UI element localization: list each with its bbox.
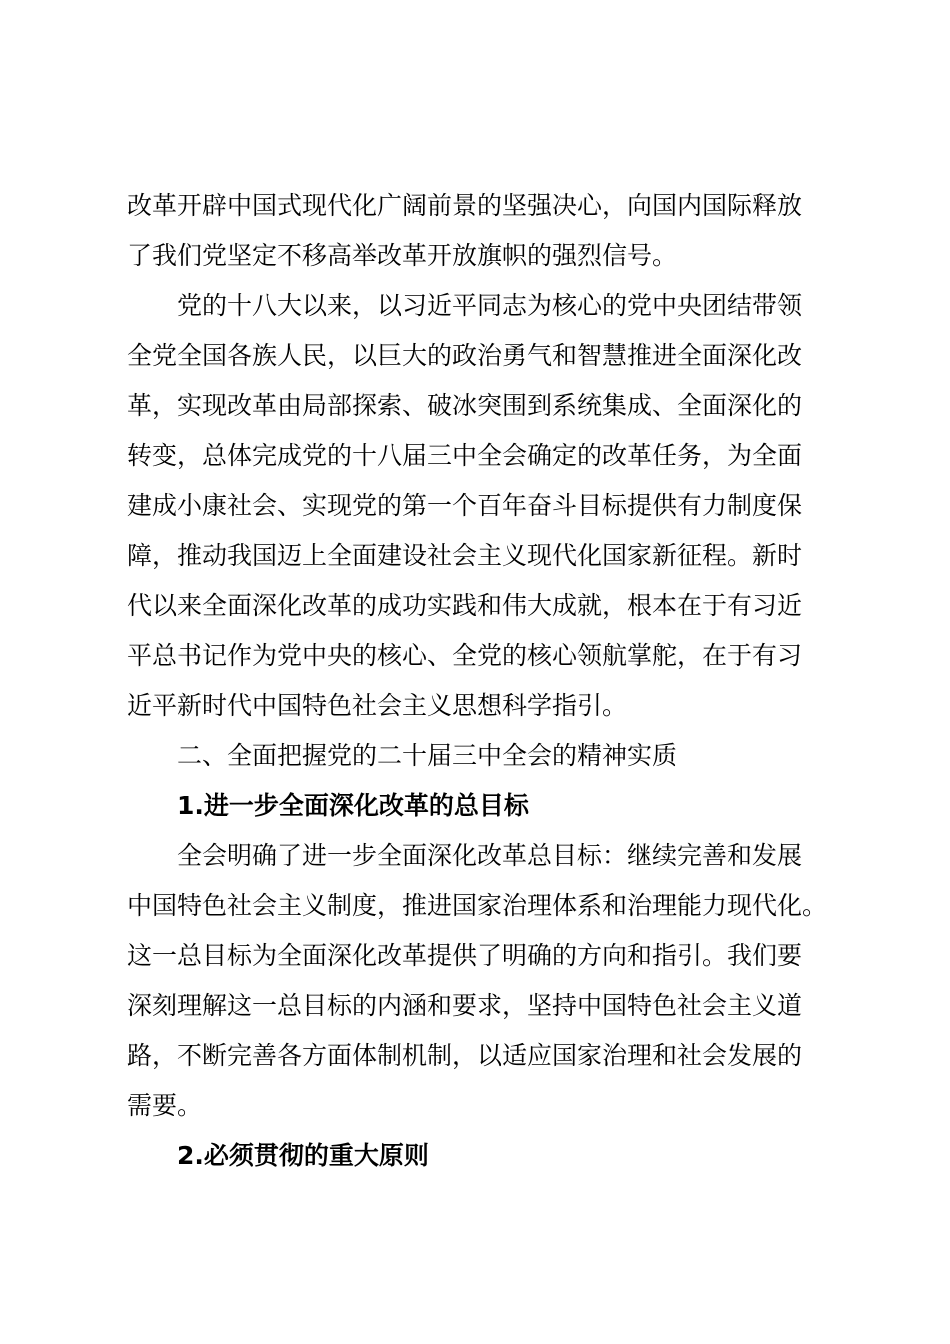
paragraph-line: 全会明确了进一步全面深化改革总目标：继续完善和发展: [177, 841, 803, 870]
paragraph-line: 路，不断完善各方面体制机制，以适应国家治理和社会发展的: [127, 1041, 803, 1070]
subsection-heading: 2.必须贯彻的重大原则: [177, 1141, 429, 1170]
paragraph-line: 需要。: [127, 1091, 203, 1120]
paragraph-line: 全党全国各族人民，以巨大的政治勇气和智慧推进全面深化改: [127, 341, 803, 370]
paragraph-line: 中国特色社会主义制度，推进国家治理体系和治理能力现代化。: [127, 891, 828, 920]
subsection-heading: 1.进一步全面深化改革的总目标: [177, 791, 529, 820]
paragraph-line: 改革开辟中国式现代化广阔前景的坚强决心，向国内国际释放: [127, 191, 803, 220]
paragraph-line: 深刻理解这一总目标的内涵和要求，坚持中国特色社会主义道: [127, 991, 803, 1020]
paragraph-line: 建成小康社会、实现党的第一个百年奋斗目标提供有力制度保: [127, 491, 803, 520]
paragraph-line: 平总书记作为党中央的核心、全党的核心领航掌舵，在于有习: [127, 641, 803, 670]
paragraph-line: 障，推动我国迈上全面建设社会主义现代化国家新征程。新时: [127, 541, 803, 570]
paragraph-line: 代以来全面深化改革的成功实践和伟大成就，根本在于有习近: [127, 591, 803, 620]
section-heading: 二、全面把握党的二十届三中全会的精神实质: [177, 741, 678, 770]
paragraph-line: 党的十八大以来，以习近平同志为核心的党中央团结带领: [177, 291, 803, 320]
paragraph-line: 转变，总体完成党的十八届三中全会确定的改革任务，为全面: [127, 441, 803, 470]
paragraph-line: 近平新时代中国特色社会主义思想科学指引。: [127, 691, 628, 720]
paragraph-line: 这一总目标为全面深化改革提供了明确的方向和指引。我们要: [127, 941, 803, 970]
paragraph-line: 了我们党坚定不移高举改革开放旗帜的强烈信号。: [127, 241, 678, 270]
paragraph-line: 革，实现改革由局部探索、破冰突围到系统集成、全面深化的: [127, 391, 803, 420]
